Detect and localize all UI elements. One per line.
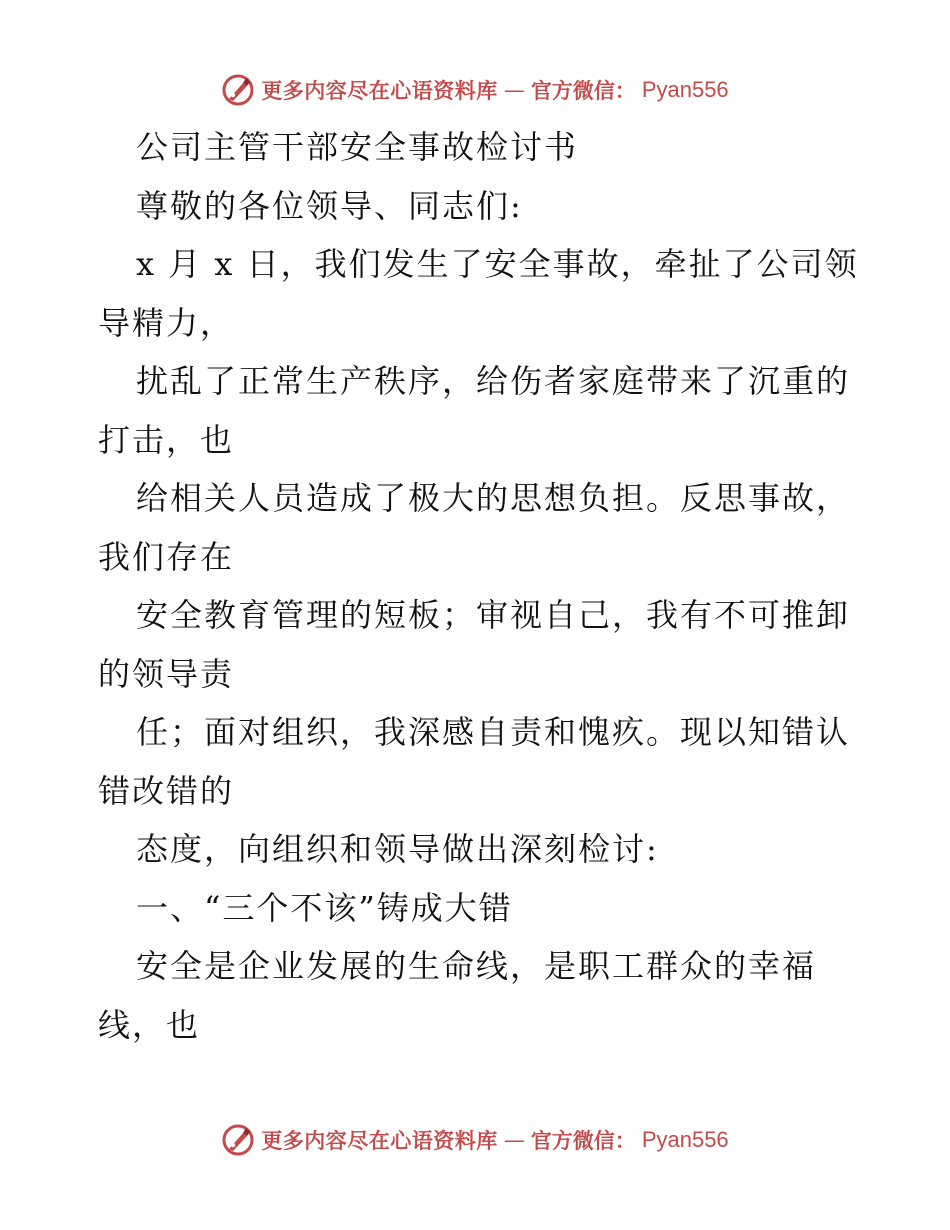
footer-wechat-id: Pyan556 [641,1127,729,1152]
paragraph-line: 扰乱了正常生产秩序，给伤者家庭带来了沉重的 [136,362,851,400]
paragraph-line: 错改错的 [98,771,235,810]
pen-circle-logo-icon [221,73,255,107]
footer-banner-text: 更多内容尽在心语资料库 [261,1128,498,1153]
paragraph-line: 给相关人员造成了极大的思想负担。反思事故， [136,479,851,517]
paragraph-line: 安全是企业发展的生命线，是职工群众的幸福 [136,947,817,985]
paragraph-line: 线，也 [98,1005,201,1044]
document-title: 公司主管干部安全事故检讨书 [136,128,579,166]
document-body [98,118,858,1054]
paragraph-line: 打击，也 [98,420,235,459]
paragraph-line: 安全教育管理的短板；审视自己，我有不可推卸 [136,596,851,634]
paragraph-line: 导精力， [98,303,235,342]
header-banner [0,70,950,110]
header-wechat-label: 官方微信： [530,78,636,103]
section-heading: 一、“三个不该”铸成大错 [136,888,513,927]
footer-banner [0,1120,950,1160]
paragraph-line: 任；面对组织，我深感自责和愧疚。现以知错认 [136,713,851,751]
paragraph-line: 态度，向组织和领导做出深刻检讨: [136,830,659,868]
paragraph-line: x 月 x 日，我们发生了安全事故，牵扯了公司领 [136,245,859,283]
paragraph-line: 的领导责 [98,654,235,693]
paragraph-line: 我们存在 [98,537,235,576]
footer-wechat-label: 官方微信： [530,1128,636,1153]
footer-banner-dash: — [503,1128,525,1152]
pen-circle-logo-icon [221,1123,255,1157]
salutation: 尊敬的各位领导、同志们: [136,186,523,225]
header-banner-text: 更多内容尽在心语资料库 [261,78,498,103]
header-wechat-id: Pyan556 [641,77,729,102]
header-banner-dash: — [503,78,525,102]
